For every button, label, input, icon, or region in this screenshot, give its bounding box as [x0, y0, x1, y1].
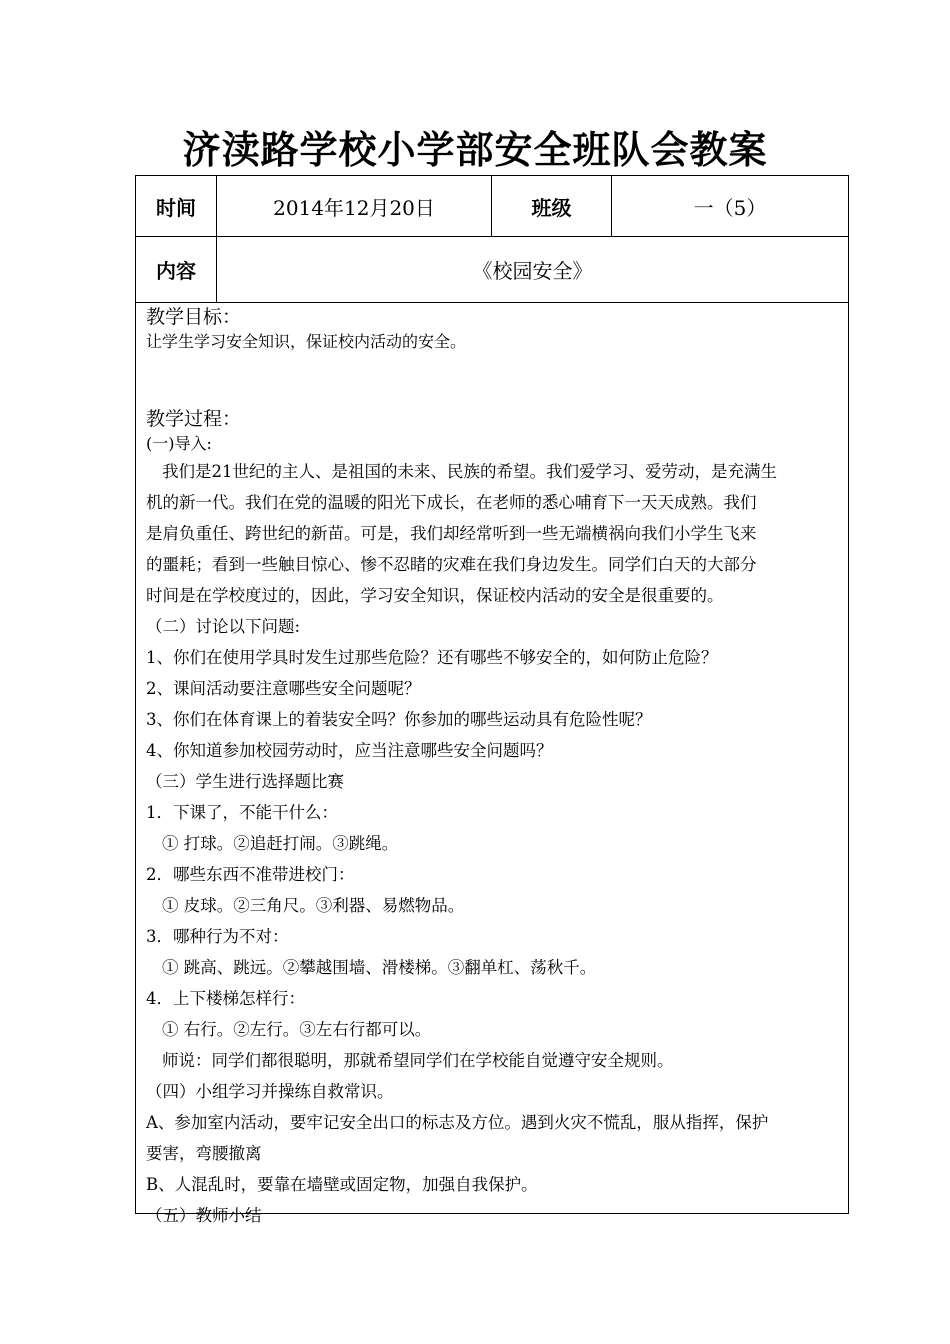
group-a-line: 要害，弯腰撤离 [146, 1144, 262, 1163]
goal-heading: 教学目标： [146, 306, 242, 328]
class-label: 班级 [531, 195, 572, 220]
group-a-line: A、参加室内活动，要牢记安全出口的标志及方位。遇到火灾不慌乱，服从指挥，保护 [146, 1113, 769, 1132]
intro-line: 时间是在学校度过的，因此，学习安全知识，保证校内活动的安全是很重要的。 [146, 586, 724, 605]
lesson-body [146, 304, 842, 1231]
content-label: 内容 [156, 259, 196, 283]
quiz-options: ① 右行。②左行。③左右行都可以。 [162, 1020, 432, 1039]
discuss-heading: （二）讨论以下问题: [146, 617, 301, 636]
quiz-question: 1．下课了，不能干什么： [146, 803, 338, 822]
quiz-heading: （三）学生进行选择题比赛 [146, 772, 344, 791]
lesson-plan-table [135, 175, 849, 1225]
process-heading: 教学过程： [146, 408, 242, 430]
discuss-item: 4、你知道参加校园劳动时，应当注意哪些安全问题吗？ [146, 741, 553, 760]
intro-line: 我们是21世纪的主人、是祖国的未来、民族的希望。我们爱学习、爱劳动，是充满生 [162, 462, 777, 481]
intro-line: 是肩负重任、跨世纪的新苗。可是，我们却经常听到一些无端横祸向我们小学生飞来 [146, 524, 757, 543]
teacher-says: 师说：同学们都很聪明，那就希望同学们在学校能自觉遵守安全规则。 [162, 1051, 674, 1070]
quiz-question: 3．哪种行为不对： [146, 927, 289, 946]
quiz-question: 2．哪些东西不准带进校门： [146, 865, 355, 884]
quiz-question: 4．上下楼梯怎样行： [146, 989, 305, 1008]
group-b: B、人混乱时，要靠在墙壁或固定物，加强自我保护。 [146, 1175, 538, 1194]
time-value: 2014年12月20日 [273, 195, 435, 220]
quiz-options: ① 跳高、跳远。②攀越围墙、滑楼梯。③翻单杠、荡秋千。 [162, 958, 597, 977]
discuss-item: 1、你们在使用学具时发生过那些危险？还有哪些不够安全的，如何防止危险？ [146, 648, 718, 667]
quiz-options: ① 打球。②追赶打闹。③跳绳。 [162, 834, 399, 853]
quiz-options: ① 皮球。②三角尺。③利器、易燃物品。 [162, 896, 465, 915]
page-title: 济渎路学校小学部安全班队会教案 [182, 127, 768, 172]
class-value: 一（5） [693, 195, 767, 220]
content-value: 《校园安全》 [472, 259, 593, 283]
time-label: 时间 [156, 195, 196, 220]
intro-heading: (一)导入: [146, 434, 212, 453]
intro-line: 的噩耗；看到一些触目惊心、惨不忍睹的灾难在我们身边发生。同学们白天的大部分 [146, 555, 757, 574]
intro-line: 机的新一代。我们在党的温暖的阳光下成长，在老师的悉心哺育下一天天成熟。我们 [146, 493, 757, 512]
discuss-item: 2、课间活动要注意哪些安全问题呢？ [146, 679, 421, 698]
discuss-item: 3、你们在体育课上的着装安全吗？你参加的哪些运动具有危险性呢？ [146, 710, 652, 729]
goal-text: 让学生学习安全知识，保证校内活动的安全。 [146, 332, 467, 351]
row-divider-2 [136, 302, 848, 303]
summary-heading: （五）教师小结 [146, 1206, 262, 1225]
group-heading: （四）小组学习并操练自救常识。 [146, 1082, 394, 1101]
